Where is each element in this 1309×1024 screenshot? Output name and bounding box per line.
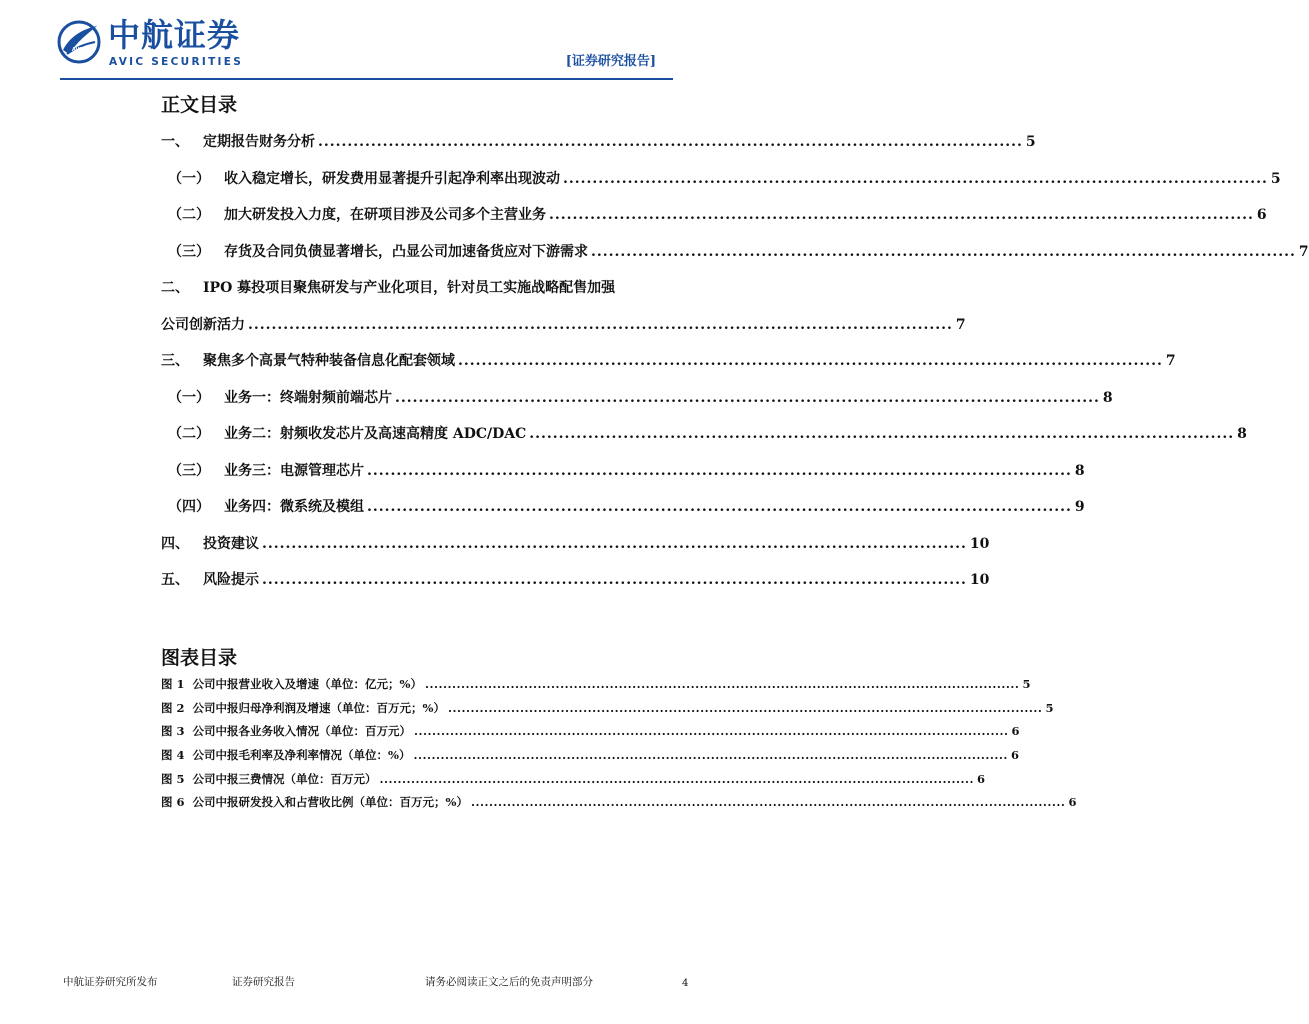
figure-entry[interactable]: [161, 720, 1020, 744]
toc-entry[interactable]: [161, 416, 1247, 453]
toc-entry-page: 5: [1270, 170, 1281, 187]
figure-caption: 公司中报归母净利润及增速（单位：百万元；%）: [192, 700, 445, 715]
leader-dots: ........................................................................................................................: [458, 353, 1163, 369]
leader-dots: ....................................................................................................................................: [470, 795, 1066, 810]
toc-entry-page: 8: [1237, 426, 1247, 442]
toc-entry-page: 10: [969, 535, 990, 552]
toc-entry-page: 7: [955, 316, 966, 333]
figure-caption: 公司中报三费情况（单位：百万元）: [192, 771, 377, 786]
toc-entry-page: 10: [969, 572, 990, 588]
leader-dots: ........................................................................................................................: [591, 243, 1296, 260]
toc-entry-title: 收入稳定增长，研发费用显著提升引起净利率出现波动: [224, 170, 560, 187]
leader-dots: ........................................................................................................................: [262, 535, 967, 552]
toc-entry-number: （三）: [168, 243, 210, 260]
toc-entry-number: （一）: [168, 170, 210, 187]
toc-entry-number: 五、: [161, 572, 189, 588]
figure-page: 6: [977, 771, 986, 786]
toc-entry-title: 风险提示: [203, 572, 259, 588]
toc-entry[interactable]: [161, 453, 1085, 490]
page-header: [0, 0, 724, 84]
leader-dots: ....................................................................................................................................: [379, 771, 974, 786]
figure-page: 6: [1010, 748, 1019, 763]
report-type-tag: [证券研究报告]: [565, 54, 656, 69]
toc-entry-number: 二、: [161, 280, 189, 296]
figure-caption: 公司中报研发投入和占营收比例（单位：百万元；%）: [192, 795, 468, 810]
footer-publisher: 中航证券研究所发布: [63, 976, 158, 988]
leader-dots: ........................................................................................................................: [367, 462, 1072, 479]
toc-entry-page: 8: [1102, 389, 1113, 406]
leader-dots: ........................................................................................................................: [318, 134, 1023, 150]
leader-dots: ........................................................................................................................: [248, 316, 953, 333]
figure-page: 5: [1045, 700, 1054, 715]
page-footer: [0, 968, 724, 998]
footer-disclaimer: 请务必阅读正文之后的免责声明部分: [425, 976, 593, 988]
figure-label: 图 2: [161, 700, 185, 715]
figure-caption: 公司中报营业收入及增速（单位：亿元；%）: [192, 677, 422, 691]
avic-logo-icon: [57, 20, 101, 64]
figure-page: 6: [1011, 724, 1020, 739]
leader-dots: ....................................................................................................................................: [414, 724, 1009, 739]
toc-entry-page: 7: [1165, 353, 1176, 369]
toc-entry-number: （三）: [168, 462, 210, 479]
leader-dots: ........................................................................................................................: [563, 170, 1268, 187]
toc-entry-title: 定期报告财务分析: [203, 134, 315, 150]
figure-entry[interactable]: [161, 768, 986, 792]
figure-list-title: 图表目录: [161, 647, 238, 669]
svg-text:AVIC: AVIC: [72, 47, 85, 53]
footer-report-type: 证券研究报告: [232, 976, 295, 988]
toc-entry[interactable]: [161, 343, 1176, 380]
leader-dots: ........................................................................................................................: [529, 426, 1235, 442]
toc-entry-number: （二）: [168, 207, 210, 223]
toc-entry-title: 业务一：终端射频前端芯片: [224, 389, 392, 406]
toc-entry[interactable]: [161, 489, 1085, 526]
toc-entry-title: 加大研发投入力度，在研项目涉及公司多个主营业务: [224, 207, 546, 223]
toc-entry-page: 7: [1298, 243, 1309, 260]
leader-dots: ....................................................................................................................................: [413, 748, 1008, 763]
figure-entry[interactable]: [161, 744, 1019, 768]
figure-entry[interactable]: [161, 673, 1031, 697]
toc-entry-page: 6: [1256, 207, 1267, 223]
toc-entry-number: （二）: [168, 426, 210, 442]
figure-label: 图 1: [161, 677, 185, 691]
figure-page: 5: [1022, 677, 1031, 691]
toc-entry[interactable]: [161, 562, 990, 599]
figure-caption: 公司中报各业务收入情况（单位：百万元）: [192, 724, 412, 739]
figure-label: 图 4: [161, 748, 185, 763]
figure-label: 图 5: [161, 771, 185, 786]
figure-page: 6: [1068, 795, 1077, 810]
toc-entry-continuation[interactable]: [161, 307, 966, 344]
toc-entry-page: 9: [1074, 499, 1085, 515]
table-of-contents: [161, 124, 1309, 599]
leader-dots: ........................................................................................................................: [262, 572, 967, 588]
toc-entry-title: 业务二：射频收发芯片及高速高精度 ADC/DAC: [224, 426, 527, 442]
toc-entry-title: 投资建议: [203, 535, 259, 552]
leader-dots: ....................................................................................................................................: [424, 677, 1020, 691]
toc-entry-page: 8: [1074, 462, 1085, 479]
toc-entry-number: （四）: [168, 499, 210, 515]
toc-entry-title: 公司创新活力: [161, 316, 245, 333]
figure-entry[interactable]: [161, 697, 1054, 721]
figure-entry[interactable]: [161, 791, 1077, 815]
leader-dots: ........................................................................................................................: [395, 389, 1100, 406]
toc-entry[interactable]: [161, 380, 1113, 417]
logo-english-name: AVIC SECURITIES: [109, 56, 244, 68]
toc-entry[interactable]: [161, 124, 1036, 161]
toc-entry-page: 5: [1025, 134, 1036, 150]
toc-entry[interactable]: [161, 234, 1309, 271]
toc-entry-title: 聚焦多个高景气特种装备信息化配套领域: [203, 353, 455, 369]
leader-dots: ........................................................................................................................: [367, 499, 1072, 515]
toc-title: 正文目录: [161, 94, 238, 116]
figure-list: [161, 673, 1077, 815]
logo-chinese-name: 中航证券: [108, 16, 241, 54]
figure-label: 图 6: [161, 795, 185, 810]
toc-entry-number: 一、: [161, 134, 189, 150]
figure-label: 图 3: [161, 724, 185, 739]
toc-entry-number: 四、: [161, 535, 189, 552]
toc-entry-title: 存货及合同负债显著增长，凸显公司加速备货应对下游需求: [224, 243, 588, 260]
figure-caption: 公司中报毛利率及净利率情况（单位：%）: [192, 748, 411, 763]
header-divider: [60, 78, 673, 80]
toc-entry-title: IPO 募投项目聚焦研发与产业化项目，针对员工实施战略配售加强: [203, 280, 616, 296]
toc-entry[interactable]: [161, 161, 1281, 198]
leader-dots: ....................................................................................................................................: [447, 700, 1043, 715]
toc-entry-title: 业务三：电源管理芯片: [224, 462, 364, 479]
toc-entry[interactable]: [161, 197, 1267, 234]
toc-entry[interactable]: [161, 526, 990, 563]
toc-entry-title: 业务四：微系统及模组: [224, 499, 364, 515]
toc-entry[interactable]: [161, 270, 630, 307]
page-number: 4: [682, 978, 689, 989]
toc-entry-number: 三、: [161, 353, 189, 369]
toc-entry-number: （一）: [168, 389, 210, 406]
leader-dots: ........................................................................................................................: [549, 207, 1254, 223]
